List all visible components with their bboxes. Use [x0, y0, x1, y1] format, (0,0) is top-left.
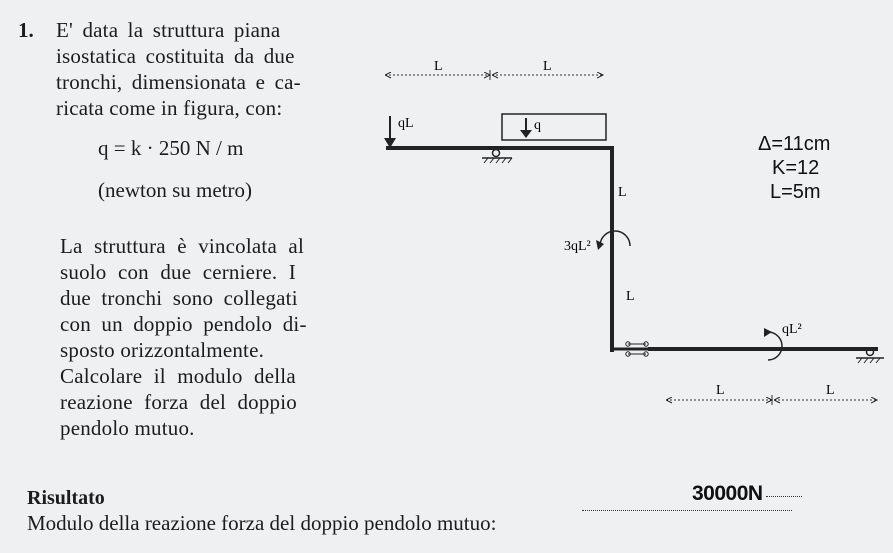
- point-load-qL: [384, 116, 414, 148]
- point-load-label: qL: [398, 116, 414, 131]
- dim-top-left-label: L: [434, 59, 443, 74]
- unit-note: (newton su metro): [98, 178, 252, 202]
- handwritten-answer: 30000N: [692, 482, 763, 505]
- moment-3qL2: [564, 231, 630, 254]
- upper-hinge-support: [482, 150, 512, 164]
- handwritten-k: K=12: [772, 157, 820, 179]
- distributed-load-label: q: [534, 118, 541, 133]
- result-question: Modulo della reazione forza del doppio pendolo mutuo:: [27, 511, 497, 535]
- handwritten-l: L=5m: [770, 181, 821, 203]
- problem-number: 1.: [18, 18, 34, 42]
- constraint-line-1: La struttura è vincolata al: [60, 234, 304, 258]
- problem-line-1: E' data la struttura piana: [56, 18, 281, 42]
- dimension-bottom: [666, 383, 877, 405]
- constraint-line-7: reazione forza del doppio: [60, 390, 297, 414]
- dim-bottom-left-label: L: [716, 383, 725, 398]
- double-pendulum-link: [612, 342, 648, 356]
- constraint-line-4: con un doppio pendolo di-: [60, 312, 307, 336]
- vertical-upper-label: L: [618, 185, 627, 200]
- handwritten-delta: Δ=11cm: [758, 133, 831, 155]
- formula: q = k · 250 N / m: [98, 136, 244, 160]
- moment-qL2: [764, 322, 802, 360]
- vertical-lower-label: L: [626, 289, 635, 304]
- dim-bottom-right-label: L: [826, 383, 835, 398]
- moment-upper-label: 3qL²: [564, 239, 591, 254]
- problem-line-2: isostatica costituita da due: [56, 44, 295, 68]
- answer-dotted-line-tail: [766, 496, 802, 497]
- result-heading: Risultato: [27, 487, 105, 509]
- distributed-load-q: [502, 114, 606, 140]
- dim-top-right-label: L: [543, 59, 552, 74]
- constraint-line-8: pendolo mutuo.: [60, 416, 195, 440]
- dimension-top: [385, 59, 603, 80]
- moment-lower-label: qL²: [782, 322, 802, 337]
- constraint-line-2: suolo con due cerniere. I: [60, 260, 296, 284]
- constraint-line-6: Calcolare il modulo della: [60, 364, 296, 388]
- constraint-line-3: due tronchi sono collegati: [60, 286, 298, 310]
- problem-line-3: tronchi, dimensionata e ca-: [56, 70, 301, 94]
- problem-line-4: ricata come in figura, con:: [56, 96, 283, 120]
- constraint-line-5: sposto orizzontalmente.: [60, 338, 265, 362]
- answer-dotted-line: [582, 510, 792, 511]
